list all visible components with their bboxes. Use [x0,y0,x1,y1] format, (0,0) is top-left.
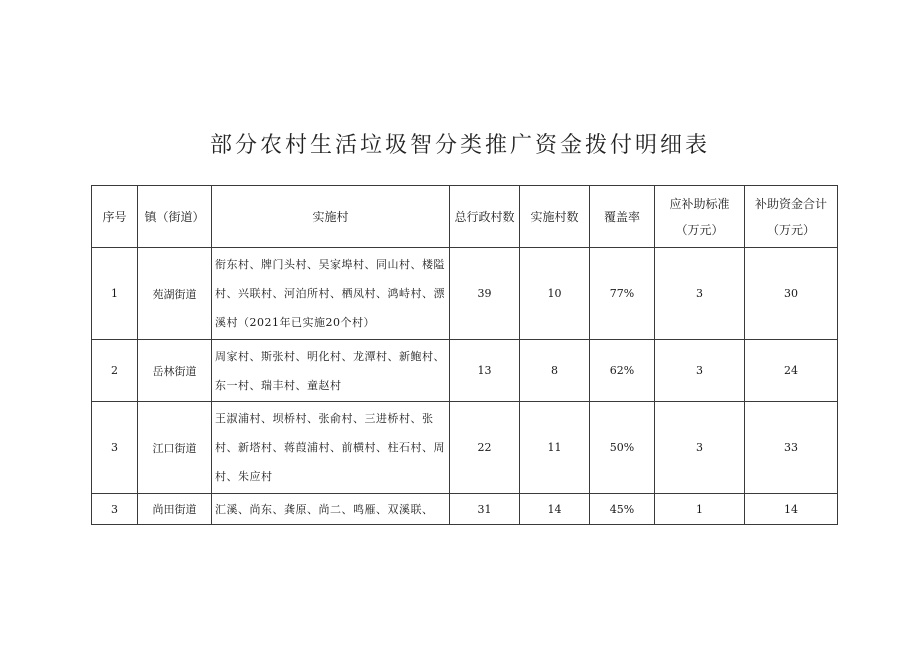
table-row [92,494,838,525]
cell-coverage: 62% [590,340,655,402]
table-row [92,402,838,494]
cell-seq: 3 [92,494,138,525]
header-subsidy-label: 补助资金合计 [754,196,827,211]
cell-coverage: 77% [590,248,655,340]
header-subsidy-unit: （万元） [766,222,815,237]
header-standard-unit: （万元） [675,222,724,237]
cell-total: 31 [450,494,520,525]
allocation-table [91,185,838,525]
header-standard-label: 应补助标准 [669,196,730,211]
header-standard [655,186,745,248]
cell-town: 尚田街道 [138,494,212,525]
cell-count: 10 [520,248,590,340]
header-subsidy [745,186,838,248]
cell-seq: 2 [92,340,138,402]
cell-total: 39 [450,248,520,340]
table-row [92,248,838,340]
cell-subsidy: 33 [745,402,838,494]
cell-town: 江口街道 [138,402,212,494]
cell-count: 14 [520,494,590,525]
cell-count: 8 [520,340,590,402]
header-villages: 实施村 [212,186,450,248]
cell-town: 苑湖街道 [138,248,212,340]
table-row [92,340,838,402]
cell-villages: 王淑浦村、坝桥村、张俞村、三进桥村、张村、新塔村、蒋葭浦村、前横村、柱石村、周村、朱应村 [212,402,450,494]
cell-subsidy: 30 [745,248,838,340]
cell-total: 22 [450,402,520,494]
header-coverage: 覆盖率 [590,186,655,248]
cell-standard: 1 [655,494,745,525]
cell-seq: 3 [92,402,138,494]
cell-villages: 汇溪、尚东、龚原、尚二、鸣雁、双溪联、 [212,494,450,525]
cell-standard: 3 [655,340,745,402]
cell-count: 11 [520,402,590,494]
cell-town: 岳林街道 [138,340,212,402]
cell-seq: 1 [92,248,138,340]
header-count: 实施村数 [520,186,590,248]
cell-subsidy: 24 [745,340,838,402]
cell-total: 13 [450,340,520,402]
cell-villages: 周家村、斯张村、明化村、龙潭村、新鲍村、东一村、瑞丰村、童赵村 [212,340,450,402]
header-town: 镇（街道） [138,186,212,248]
cell-standard: 3 [655,248,745,340]
header-seq: 序号 [92,186,138,248]
cell-coverage: 50% [590,402,655,494]
table-header-row [92,186,838,248]
cell-coverage: 45% [590,494,655,525]
header-total: 总行政村数 [450,186,520,248]
page-title: 部分农村生活垃圾智分类推广资金拨付明细表 [209,133,710,158]
cell-villages: 衔东村、牌门头村、吴家埠村、同山村、楼隘村、兴联村、河泊所村、栖凤村、鸿峙村、漂溪村（2021年已实施20个村） [212,248,450,340]
cell-standard: 3 [655,402,745,494]
cell-subsidy: 14 [745,494,838,525]
